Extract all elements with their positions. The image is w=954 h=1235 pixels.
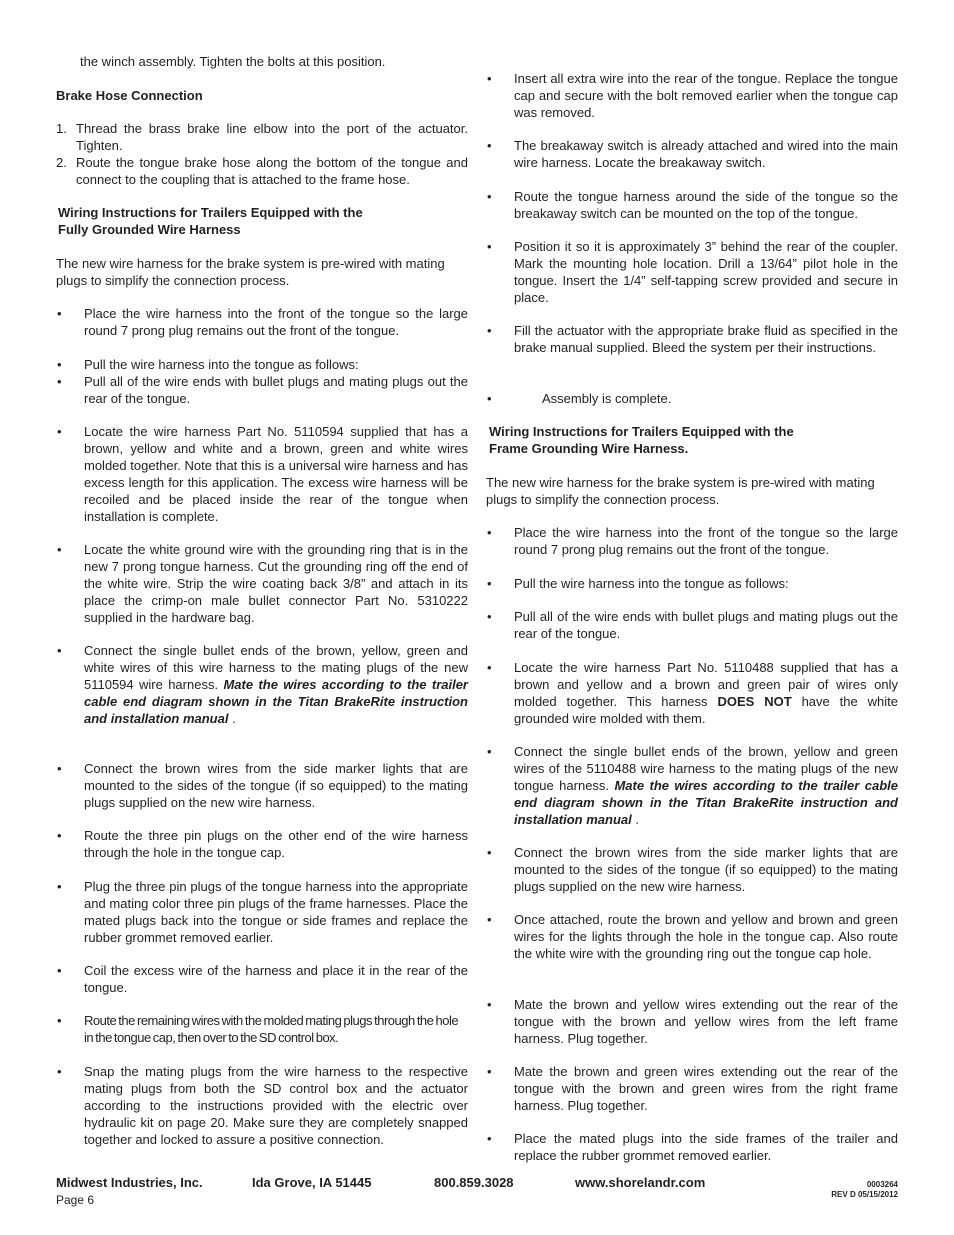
bullet-text: Connect the single bullet ends of the brown, yellow, green and white wires of this wire harness to the mating plugs of the new 5110594 wire harness. bbox=[84, 643, 468, 692]
bullet-item: • Pull the wire harness into the tongue as follows: bbox=[56, 356, 468, 373]
bullet-item: • Mate the brown and yellow wires extending out the rear of the tongue with the brown and yellow wires from the left frame harness. Plug together. bbox=[486, 996, 898, 1047]
wiring-heading-fully-grounded bbox=[58, 204, 468, 238]
bullet-item: • Pull all of the wire ends with bullet plugs and mating plugs out the rear of the tongue. bbox=[486, 608, 898, 642]
bullet-text: have the white grounded wire molded with them. bbox=[514, 694, 898, 726]
bullet-item bbox=[56, 642, 468, 727]
bullet-item: • Connect the brown wires from the side marker lights that are mounted to the sides of the tongue (if so equipped) to the mating plugs supplied on the new wire harness. bbox=[486, 844, 898, 895]
bullet-item: • Place the wire harness into the front of the tongue so the large round 7 prong plug remains out the front of the tongue. bbox=[486, 524, 898, 558]
step-1 bbox=[56, 120, 468, 154]
bullet-text: Assembly is complete. bbox=[542, 391, 672, 406]
company-phone: 800.859.3028 bbox=[434, 1175, 514, 1190]
bullet-item: • Route the three pin plugs on the other end of the wire harness through the hole in the tongue cap. bbox=[56, 827, 468, 861]
emphasis-text: Mate the wires according to the trailer cable end diagram shown in the Titan BrakeRite instruction and installation manual bbox=[84, 677, 468, 726]
bullet-item: • Fill the actuator with the appropriate brake fluid as specified in the brake manual supplied. Bleed the system per their instructions. bbox=[486, 322, 898, 356]
bullet-item bbox=[486, 743, 898, 828]
bullet-item: • Locate the white ground wire with the grounding ring that is in the new 7 prong tongue harness. Cut the grounding ring off the end of the white wire. Strip the wire coating back 3/8” and attach in its place the crimp-on male bullet connector Part No. 5310222 supplied in the hardware bag. bbox=[56, 541, 468, 626]
bullet-item: • Pull all of the wire ends with bullet plugs and mating plugs out the rear of the tongue. bbox=[56, 373, 468, 407]
continuation-text: the winch assembly. Tighten the bolts at this position. bbox=[80, 54, 386, 69]
bullet-item: • Snap the mating plugs from the wire harness to the respective mating plugs from both the SD control box and the actuator according to the instructions provided with the electric over hydraulic kit on page 20. Make sure they are completely snapped together and locked to assure a positive connection. bbox=[56, 1063, 468, 1148]
company-website: www.shorelandr.com bbox=[575, 1175, 706, 1190]
bullet-item: • Mate the brown and green wires extending out the rear of the tongue with the brown and green wires from the right frame harness. Plug together. bbox=[486, 1063, 898, 1114]
wiring-heading-frame-grounding bbox=[489, 423, 898, 457]
step-number: 2. bbox=[56, 155, 67, 170]
heading-line-1: Wiring Instructions for Trailers Equipped with the bbox=[58, 205, 363, 220]
bullet-item: • Position it so it is approximately 3” behind the rear of the coupler. Mark the mounting hole location. Drill a 13/64” pilot hole in the tongue. Insert the 1/4” self-tapping screw provided and secure in place. bbox=[486, 238, 898, 306]
bullet-item: • Once attached, route the brown and yellow and brown and green wires for the lights through the hole in the tongue cap. Also route the white wire with the grounding ring out the tongue cap hole. bbox=[486, 911, 898, 962]
bullet-item bbox=[56, 1012, 468, 1046]
bold-text: DOES NOT bbox=[717, 694, 792, 709]
heading-line-2: Fully Grounded Wire Harness bbox=[58, 222, 241, 237]
step-text: Thread the brass brake line elbow into the port of the actuator. Tighten. bbox=[76, 121, 468, 153]
bullet-item: • Route the tongue harness around the side of the tongue so the breakaway switch can be mounted on the top of the tongue. bbox=[486, 188, 898, 222]
brake-hose-heading: Brake Hose Connection bbox=[56, 88, 203, 103]
bullet-item bbox=[486, 390, 898, 407]
company-name: Midwest Industries, Inc. bbox=[56, 1175, 203, 1190]
bullet-text: Locate the wire harness Part No. 5110488 supplied that has a brown and yellow and a brown and green pair of wires only molded together. This harness bbox=[514, 660, 898, 709]
bullet-item bbox=[486, 659, 898, 727]
bullet-item: • Locate the wire harness Part No. 5110594 supplied that has a brown, yellow and white and a brown, green and white wires molded together. Note that this is a universal wire harness and has excess length for this application. The excess wire harness will be recoiled and be placed inside the rear of the tongue when installation is complete. bbox=[56, 423, 468, 525]
bullet-item: • Pull the wire harness into the tongue as follows: bbox=[486, 575, 898, 592]
intro-paragraph: The new wire harness for the brake system is pre-wired with mating plugs to simplify the connection process. bbox=[486, 475, 875, 507]
bullet-item: • Place the wire harness into the front of the tongue so the large round 7 prong plug remains out the front of the tongue. bbox=[56, 305, 468, 339]
bullet-item: • Coil the excess wire of the harness and place it in the rear of the tongue. bbox=[56, 962, 468, 996]
page-number: Page 6 bbox=[56, 1193, 95, 1207]
heading-line-2: Frame Grounding Wire Harness. bbox=[489, 441, 689, 456]
bullet-item: • Connect the brown wires from the side marker lights that are mounted to the sides of the tongue (if so equipped) to the mating plugs supplied on the new wire harness. bbox=[56, 760, 468, 811]
bullet-text: . bbox=[228, 711, 236, 726]
bullet-text: . bbox=[631, 812, 639, 827]
step-2 bbox=[56, 154, 468, 188]
intro-paragraph: The new wire harness for the brake system is pre-wired with mating plugs to simplify the connection process. bbox=[56, 256, 445, 288]
bullet-text: Connect the single bullet ends of the brown, yellow and green wires of the 5110488 wire harness to the mating plugs of the new tongue harness. bbox=[514, 744, 898, 793]
document-code bbox=[831, 1180, 898, 1200]
bullet-item: • The breakaway switch is already attached and wired into the main wire harness. Locate the breakaway switch. bbox=[486, 137, 898, 171]
revision-date: REV D 05/15/2012 bbox=[831, 1190, 898, 1199]
bullet-item: • Insert all extra wire into the rear of the tongue. Replace the tongue cap and secure with the bolt removed earlier when the tongue cap was removed. bbox=[486, 70, 898, 121]
doc-number: 0003264 bbox=[866, 1180, 898, 1189]
bullet-item: • Plug the three pin plugs of the tongue harness into the appropriate and mating color three pin plugs of the frame harnesses. Place the mated plugs back into the tongue or side frames and replace the rubber grommet removed earlier. bbox=[56, 878, 468, 946]
bullet-item: • Place the mated plugs into the side frames of the trailer and replace the rubber grommet removed earlier. bbox=[486, 1130, 898, 1164]
step-text: Route the tongue brake hose along the bottom of the tongue and connect to the coupling that is attached to the frame hose. bbox=[76, 155, 468, 187]
bullet-text: Route the remaining wires with the molded mating plugs through the hole in the tongue cap, then over to the SD control box. bbox=[84, 1013, 459, 1045]
emphasis-text: Mate the wires according to the trailer cable end diagram shown in the Titan BrakeRite instruction and installation manual bbox=[514, 778, 898, 827]
step-number: 1. bbox=[56, 121, 67, 136]
company-city: Ida Grove, IA 51445 bbox=[252, 1175, 372, 1190]
heading-line-1: Wiring Instructions for Trailers Equipped with the bbox=[489, 424, 794, 439]
